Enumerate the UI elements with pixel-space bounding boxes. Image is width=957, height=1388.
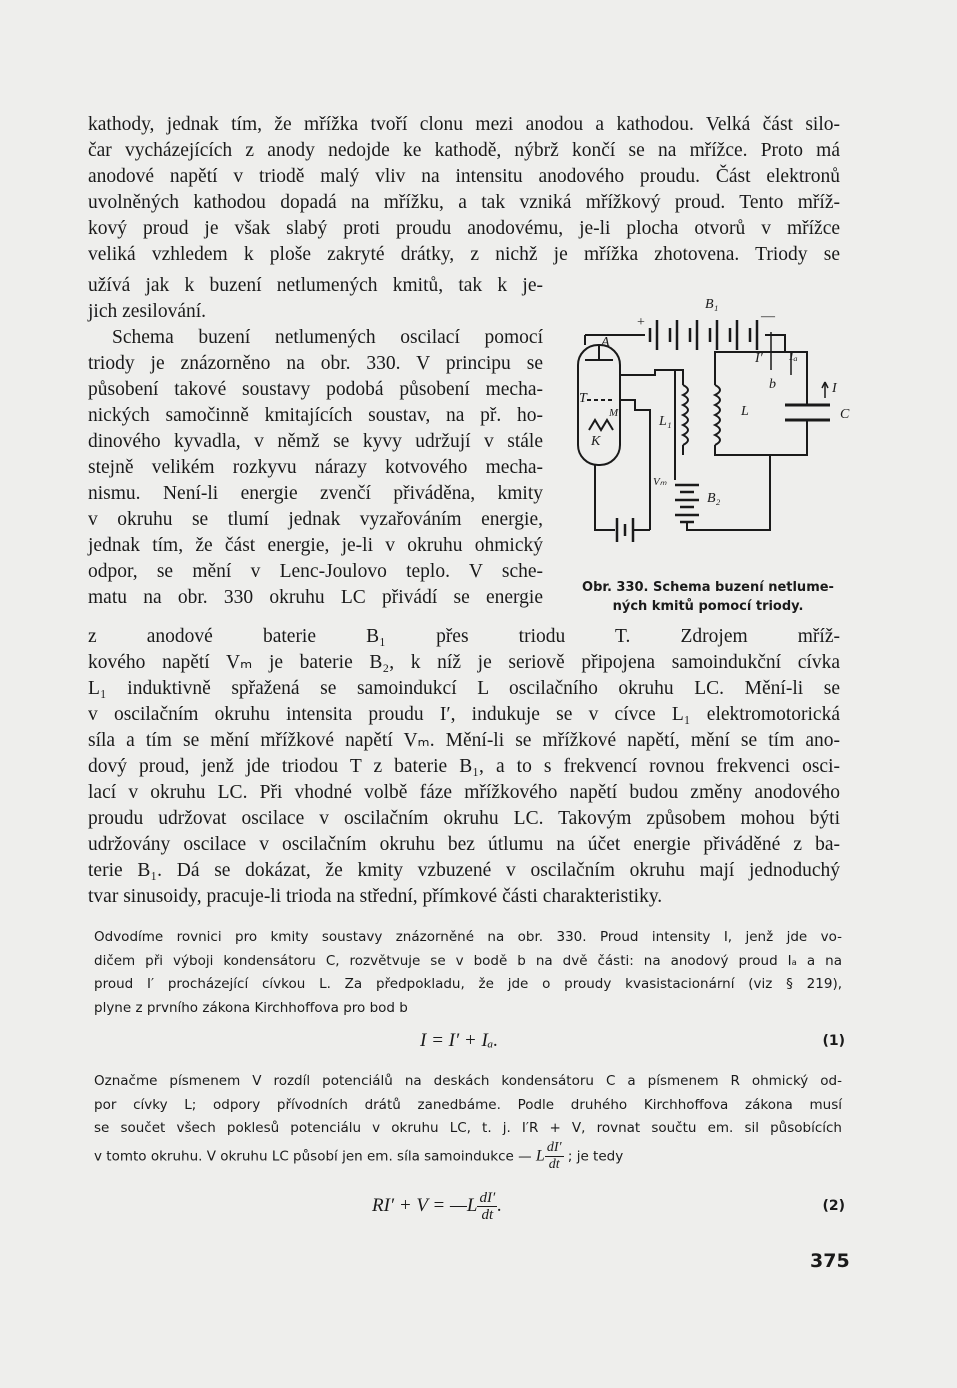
equation-2-number: (2): [822, 1198, 845, 1214]
text-line: v oscilačním okruhu intensita proudu I′, indukuje se v cívce L₁ elektromotorická: [88, 704, 840, 725]
text-line: anodové napětí v triodě malý vliv na intensitu anodového proudu. Část elektronů: [88, 166, 840, 187]
small-line-after-frac: ; je tedy: [567, 1148, 624, 1165]
label-l1: L₁: [659, 414, 672, 429]
label-b: b: [769, 377, 776, 392]
text-line: stejně velikém rozkyvu nárazy kotvového mecha-: [88, 457, 543, 478]
figure-caption: [568, 578, 848, 616]
lc-loop-bottom: [715, 420, 807, 455]
text-line: veliká vzhledem k ploše zakryté drátky, z nichž je mřížka zhotovena. Triody se: [88, 244, 840, 265]
body-text-narrow: [88, 273, 543, 611]
text-line: triody je znázorněno na obr. 330. V principu se: [88, 353, 543, 374]
equation-2-end: .: [497, 1194, 502, 1216]
grid-wire: [620, 400, 650, 530]
text-line: por cívky L; odpory přívodních drátů zanedbáme. Podle druhého Kirchhoffova zákona musí: [94, 1096, 842, 1113]
text-line: kového napětí Vₘ je baterie B₂, k níž je seriově připojena samoindukční cívka: [88, 652, 840, 673]
coil-l1: [683, 385, 688, 445]
small-paragraph-2-last-line: [94, 1140, 842, 1173]
equation-2-denominator: dt: [481, 1207, 494, 1223]
text-line: Odvodíme rovnici pro kmity soustavy znázorněné na obr. 330. Proud intensity I, jenž jde vo-: [94, 929, 842, 945]
text-line: dičem při výboji kondensátoru C, rozvětvuje se v bodě b na dvě části: na anodový proud Iₐ a na: [94, 952, 842, 969]
small-fraction: [545, 1140, 564, 1173]
caption-line-1: Obr. 330. Schema buzení netlume-: [582, 580, 834, 595]
body-text-top: [88, 112, 840, 268]
text-line: dový proud, jenž jde triodou T z baterie B₁, a to s frekvencí rovnou frekvenci osci-: [88, 756, 840, 777]
equation-1: I = I′ + Iₐ.: [420, 1030, 499, 1051]
body-text-bottom: [88, 624, 840, 910]
battery-b1: [650, 320, 757, 350]
text-line: proudu udržovat oscilace v oscilačním okruhu LC. Takovým způsobem mohou býti: [88, 808, 840, 829]
text-line: užívá jak k buzení netlumených kmitů, tak k je-: [88, 275, 543, 296]
label-a: A: [601, 335, 610, 350]
small-line-before-frac: v tomto okruhu. V okruhu LC působí jen em. síla samoindukce —: [94, 1148, 532, 1165]
text-line: lací v okruhu LC. Při vhodné volbě fáze mřížkového napětí budou změny anodového: [88, 782, 840, 803]
small-frac-prefix: L: [535, 1147, 545, 1165]
text-line: L₁ induktivně spřažená se samoindukcí L oscilačního okruhu LC. Mění-li se: [88, 678, 840, 699]
text-line: plyne z prvního zákona Kirchhoffova pro bod b: [94, 999, 408, 1016]
text-line: terie B₁. Dá se dokázat, že kmity vzbuzené v oscilačním okruhu mají jednoduchý: [88, 860, 840, 881]
cathode-wire: [595, 465, 615, 530]
battery-b1-wire-right: [765, 335, 785, 352]
label-k: K: [591, 434, 601, 449]
text-line: Označme písmenem V rozdíl potenciálů na deskách kondensátoru C a písmenem R ohmický od-: [94, 1073, 842, 1089]
page-number: 375: [810, 1250, 850, 1272]
equation-1-number: (1): [822, 1033, 845, 1049]
small-fraction-numerator: dI′: [546, 1140, 562, 1155]
text-line: kathody, jednak tím, že mřížka tvoří clonu mezi anodou a kathodou. Velká část silo-: [88, 114, 840, 135]
text-line: působení takové soustavy podobá působení mecha-: [88, 379, 543, 400]
equation-2-numerator: dI′: [479, 1190, 496, 1206]
text-line: jednak tím, že část energie, je-li v okruhu ohmický: [88, 535, 543, 556]
text-line: v okruhu se tlumí jednak vyzařováním energie,: [88, 509, 543, 530]
label-c: C: [840, 407, 850, 422]
label-m: M: [609, 407, 619, 419]
circuit-diagram: [575, 290, 850, 560]
caption-line-2: ných kmitů pomocí triody.: [612, 599, 804, 614]
coil-l: [715, 385, 720, 445]
label-plus: +: [637, 315, 645, 330]
text-line: dinového kyvadla, v němž se kyvy udržují v stále: [88, 431, 543, 452]
label-i-prime: I′: [755, 351, 763, 366]
equation-2: [372, 1190, 502, 1223]
battery-small: [617, 518, 633, 542]
small-paragraph-1: [94, 926, 842, 1020]
text-line: tvar sinusoidy, pracuje-li trioda na střední, přímkové části charakteristiky.: [88, 886, 663, 907]
battery-b2: [675, 485, 699, 522]
text-line: odpor, se mění v Lenc-Joulovo teplo. V sche-: [88, 561, 543, 582]
triode-filament: [589, 420, 613, 430]
label-vm: Vₘ: [653, 476, 667, 488]
small-fraction-denominator: dt: [548, 1157, 560, 1172]
text-line: jich zesilování.: [88, 301, 207, 322]
label-b2: B₂: [707, 491, 721, 506]
label-ia: Iₐ: [789, 349, 798, 364]
b2-return-wire: [687, 455, 770, 530]
text-line: síla a tím se mění mřížkové napětí Vₘ. Mění-li se mřížkové napětí, mění se tím ano-: [88, 730, 840, 751]
small-paragraph-2: [94, 1070, 842, 1141]
equation-2-fraction: [477, 1190, 497, 1223]
text-line: nických samočinně kmitajících soustav, na př. ho-: [88, 405, 543, 426]
label-t: T: [579, 391, 587, 406]
text-line: proud I′ procházející cívkou L. Za předpokladu, že jde o proudy kvasistacionární (viz § 219),: [94, 976, 842, 992]
text-line: z anodové baterie B₁ přes triodu T. Zdrojem mříž-: [88, 626, 840, 647]
equation-2-left: RI′ + V = —L: [372, 1194, 478, 1216]
label-i: I: [832, 381, 837, 396]
text-line: udržovány oscilace v oscilačním okruhu bez útlumu na účet energie přiváděné z ba-: [88, 834, 840, 855]
label-l: L: [741, 404, 749, 419]
label-b1: B₁: [705, 297, 719, 312]
text-line: nismu. Není-li energie zvenčí přiváděna, kmity: [88, 483, 543, 504]
text-line: matu na obr. 330 okruhu LC přivádí se energie: [88, 587, 543, 608]
text-line: Schema buzení netlumených oscilací pomocí: [112, 327, 543, 348]
label-minus: —: [761, 309, 775, 324]
text-line: uvolněných kathodou dopadá na mřížku, a tak vzniká mřížkový proud. Tento mříž-: [88, 192, 840, 213]
text-line: kový proud je však slabý proti proudu anodovému, je-li plocha otvorů v mřížce: [88, 218, 840, 239]
text-line: se součet všech poklesů potenciálu v okruhu LC, t. j. I′R + V, rovnat součtu em. sil působících: [94, 1120, 842, 1136]
text-line: čar vycházejících z anody nedojde ke kathodě, nýbrž končí se na mřížce. Proto má: [88, 140, 840, 161]
